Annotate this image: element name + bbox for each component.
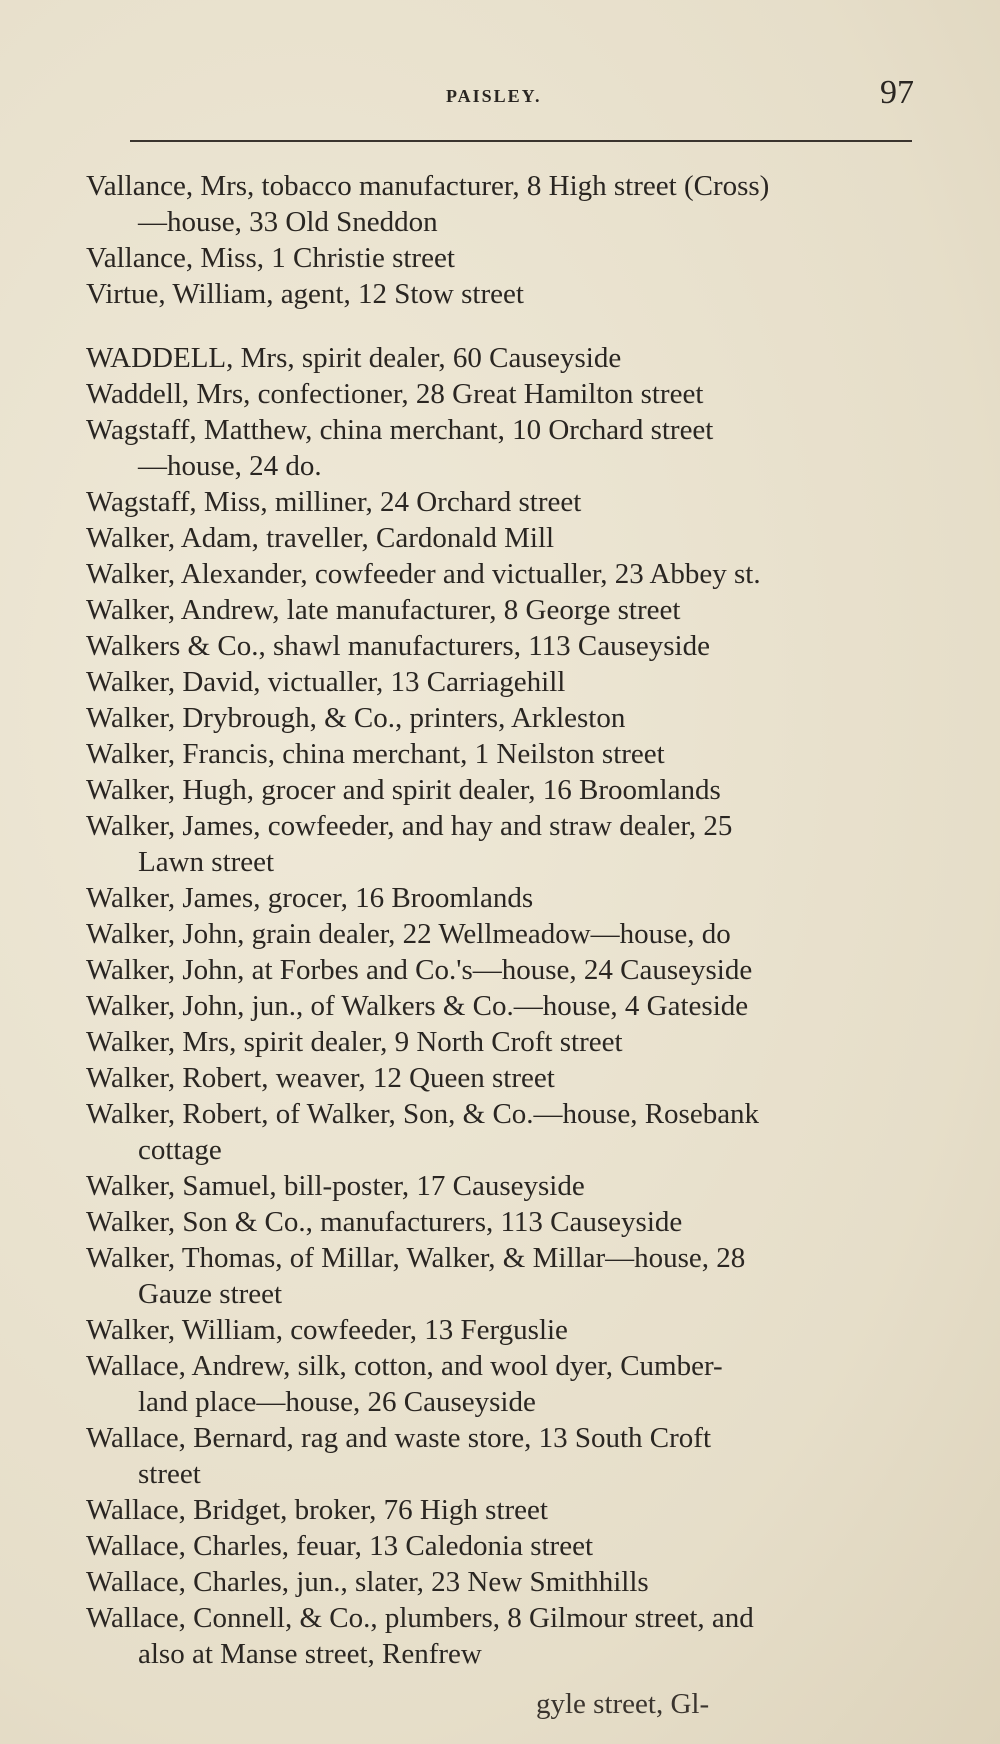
- directory-entries: [86, 168, 936, 1672]
- directory-entry: Wagstaff, Matthew, china merchant, 10 Orchard street —house, 24 do.: [86, 414, 714, 482]
- directory-entry: WADDELL, Mrs, spirit dealer, 60 Causeyside: [86, 342, 622, 374]
- directory-entry: Walker, Hugh, grocer and spirit dealer, 16 Broomlands: [86, 774, 721, 806]
- directory-entry: Walker, Drybrough, & Co., printers, Arkleston: [86, 702, 626, 734]
- directory-entry: Walker, William, cowfeeder, 13 Ferguslie: [86, 1314, 568, 1346]
- cut-off-line: gyle street, Gl-: [536, 1688, 710, 1720]
- directory-entry: Walker, Robert, of Walker, Son, & Co.—house, Rosebank cottage: [86, 1098, 760, 1166]
- directory-entry: Walker, Alexander, cowfeeder and victualler, 23 Abbey st.: [86, 558, 761, 590]
- directory-entry: Walker, Thomas, of Millar, Walker, & Millar—house, 28 Gauze street: [86, 1242, 746, 1310]
- directory-entry: Vallance, Miss, 1 Christie street: [86, 242, 455, 274]
- page-header: [0, 68, 1000, 111]
- directory-entry: Walker, James, cowfeeder, and hay and straw dealer, 25 Lawn street: [86, 810, 733, 878]
- directory-entry: Walker, Mrs, spirit dealer, 9 North Croft street: [86, 1026, 623, 1058]
- directory-entry: Wallace, Bernard, rag and waste store, 13 South Croft street: [86, 1422, 712, 1490]
- directory-entry: Waddell, Mrs, confectioner, 28 Great Hamilton street: [86, 378, 704, 410]
- directory-entry: Walker, Francis, china merchant, 1 Neilston street: [86, 738, 665, 770]
- directory-entry: Vallance, Mrs, tobacco manufacturer, 8 High street (Cross) —house, 33 Old Sneddon: [86, 170, 770, 238]
- directory-entry: Wallace, Connell, & Co., plumbers, 8 Gilmour street, and also at Manse street, Renfrew: [86, 1602, 754, 1670]
- directory-entry: Wallace, Charles, feuar, 13 Caledonia street: [86, 1530, 594, 1562]
- directory-entry: Wallace, Charles, jun., slater, 23 New Smithhills: [86, 1566, 649, 1598]
- directory-entry: Walker, David, victualler, 13 Carriagehill: [86, 666, 566, 698]
- directory-entry: Virtue, William, agent, 12 Stow street: [86, 278, 524, 310]
- directory-entry: Walker, Robert, weaver, 12 Queen street: [86, 1062, 555, 1094]
- directory-entry: Walker, Son & Co., manufacturers, 113 Causeyside: [86, 1206, 683, 1238]
- directory-entry: Walker, James, grocer, 16 Broomlands: [86, 882, 534, 914]
- directory-entry: Walker, John, jun., of Walkers & Co.—house, 4 Gateside: [86, 990, 749, 1022]
- directory-entry: Walker, John, grain dealer, 22 Wellmeadow—house, do: [86, 918, 731, 950]
- directory-entry: Walker, Adam, traveller, Cardonald Mill: [86, 522, 555, 554]
- directory-entry: Wallace, Bridget, broker, 76 High street: [86, 1494, 548, 1526]
- running-head: PAISLEY.: [446, 86, 542, 106]
- page-number: 97: [880, 74, 914, 111]
- directory-entry: Walkers & Co., shawl manufacturers, 113 Causeyside: [86, 630, 710, 662]
- directory-entry: Walker, Samuel, bill-poster, 17 Causeyside: [86, 1170, 585, 1202]
- header-rule: [130, 140, 912, 142]
- directory-entry: Walker, John, at Forbes and Co.'s—house, 24 Causeyside: [86, 954, 753, 986]
- directory-entry: Wallace, Andrew, silk, cotton, and wool dyer, Cumber- land place—house, 26 Causeyside: [86, 1350, 723, 1418]
- directory-entry: Walker, Andrew, late manufacturer, 8 George street: [86, 594, 681, 626]
- directory-entry: Wagstaff, Miss, milliner, 24 Orchard street: [86, 486, 582, 518]
